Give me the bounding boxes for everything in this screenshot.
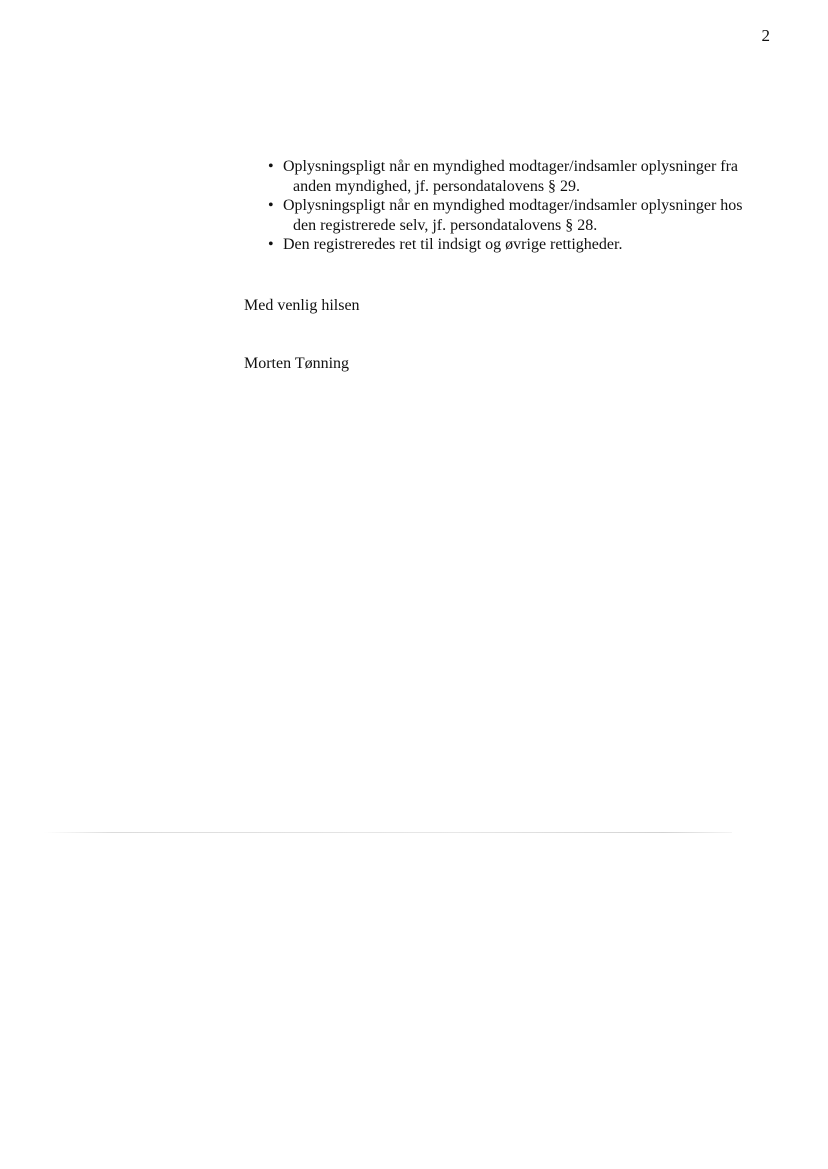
list-item [268,196,768,235]
list-item [268,157,768,196]
signer-name: Morten Tønning [244,355,350,372]
list-item-text: anden myndighed, jf. persondatalovens § 29. [293,177,581,195]
bullet-icon: • [268,158,274,175]
page-number: 2 [761,26,770,45]
bullet-list [268,157,768,255]
list-item-text: Oplysningspligt når en myndighed modtager/indsamler oplysninger fra [283,158,739,175]
closing-greeting: Med venlig hilsen [244,297,360,314]
list-item-text: Oplysningspligt når en myndighed modtager/indsamler oplysninger hos [283,197,743,214]
bullet-icon: • [268,197,274,214]
list-item-text: den registrerede selv, jf. persondatalovens § 28. [293,216,598,234]
bullet-icon: • [268,236,274,253]
list-item-text: Den registreredes ret til indsigt og øvrige rettigheder. [283,236,623,253]
list-item [268,235,768,255]
scan-divider [44,832,732,833]
